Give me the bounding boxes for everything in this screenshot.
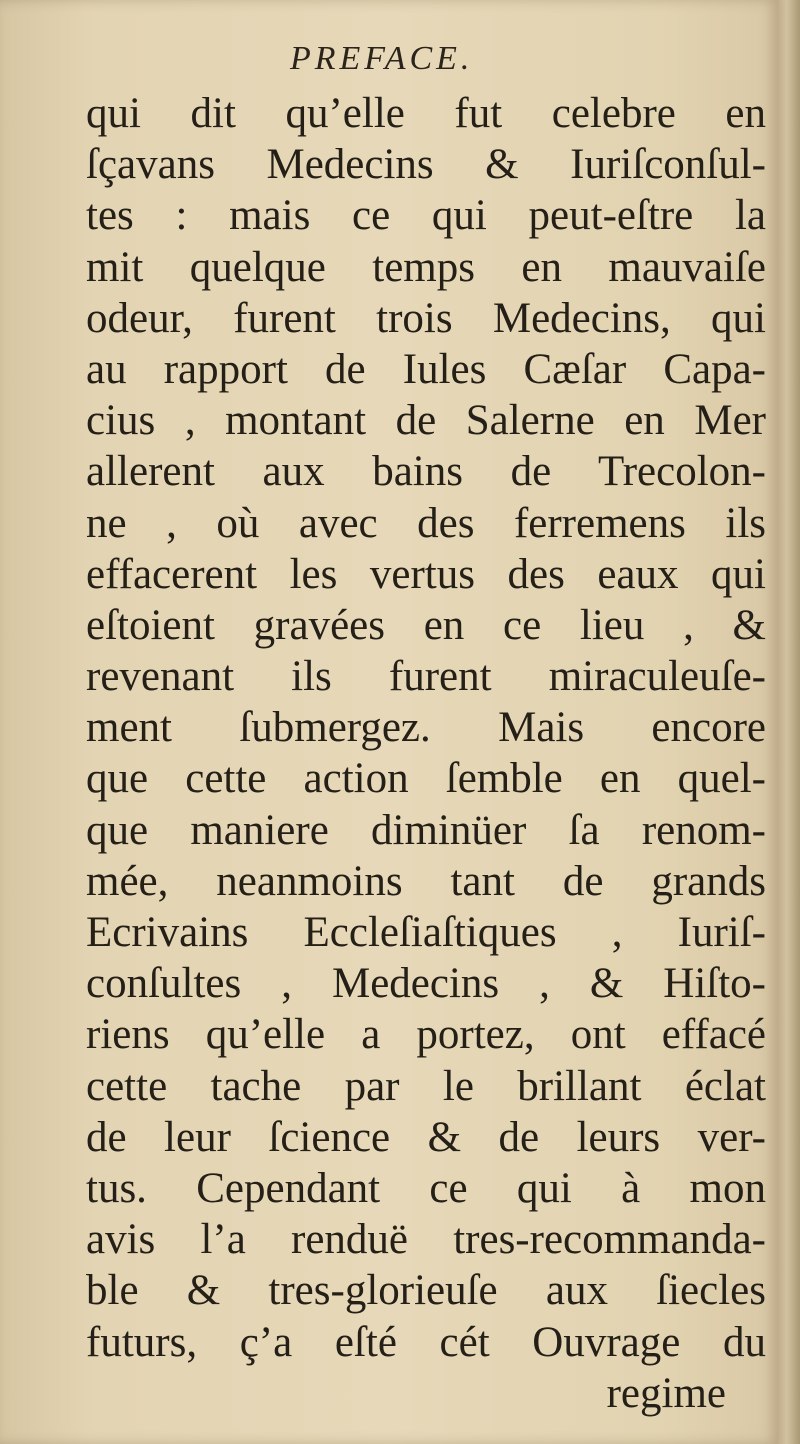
text-line: effacerent les vertus des eaux qui xyxy=(86,550,766,598)
text-line: qui dit qu’elle fut celebre en xyxy=(86,90,766,137)
text-line: ſçavans Medecins & Iuriſconſul- xyxy=(86,141,766,189)
text-line: allerent aux bains de Trecolon- xyxy=(86,448,766,496)
page-edge xyxy=(778,0,800,1444)
text-line: avis l’a renduë tres-recommanda- xyxy=(86,1216,766,1264)
text-line: odeur, furent trois Medecins, qui xyxy=(86,294,766,342)
text-line: cette tache par le brillant éclat xyxy=(86,1062,766,1110)
running-head: PREFACE. xyxy=(290,40,474,77)
text-line: futurs, ç’a eſté cét Ouvrage du xyxy=(86,1318,766,1366)
text-line: riens qu’elle a portez, ont effacé xyxy=(86,1011,766,1059)
body-text xyxy=(86,88,766,1419)
text-line: que cette action ſemble en quel- xyxy=(86,755,766,803)
text-line: ble & tres-glorieuſe aux ſiecles xyxy=(86,1267,766,1315)
text-line: Ecrivains Eccleſiaſtiques , Iuriſ- xyxy=(86,909,766,956)
text-line: que maniere diminüer ſa renom- xyxy=(86,806,766,854)
text-line: au rapport de Iules Cæſar Capa- xyxy=(86,345,766,393)
text-line: revenant ils furent miraculeuſe- xyxy=(86,653,766,701)
text-line: mée, neanmoins tant de grands xyxy=(86,857,766,905)
catchword: regime xyxy=(606,1369,726,1417)
text-line: cius , montant de Salerne en Mer xyxy=(86,397,766,445)
text-line: tus. Cependant ce qui à mon xyxy=(86,1164,766,1212)
text-line: eſtoient gravées en ce lieu , & xyxy=(86,601,766,649)
text-line: tes : mais ce qui peut-eſtre la xyxy=(86,192,766,240)
text-line: ment ſubmergez. Mais encore xyxy=(86,704,766,752)
text-line: mit quelque temps en mauvaiſe xyxy=(86,243,766,291)
text-line: ne , où avec des ferremens ils xyxy=(86,499,766,547)
text-line: conſultes , Medecins , & Hiſto- xyxy=(86,960,766,1008)
text-line: de leur ſcience & de leurs ver- xyxy=(86,1113,766,1161)
